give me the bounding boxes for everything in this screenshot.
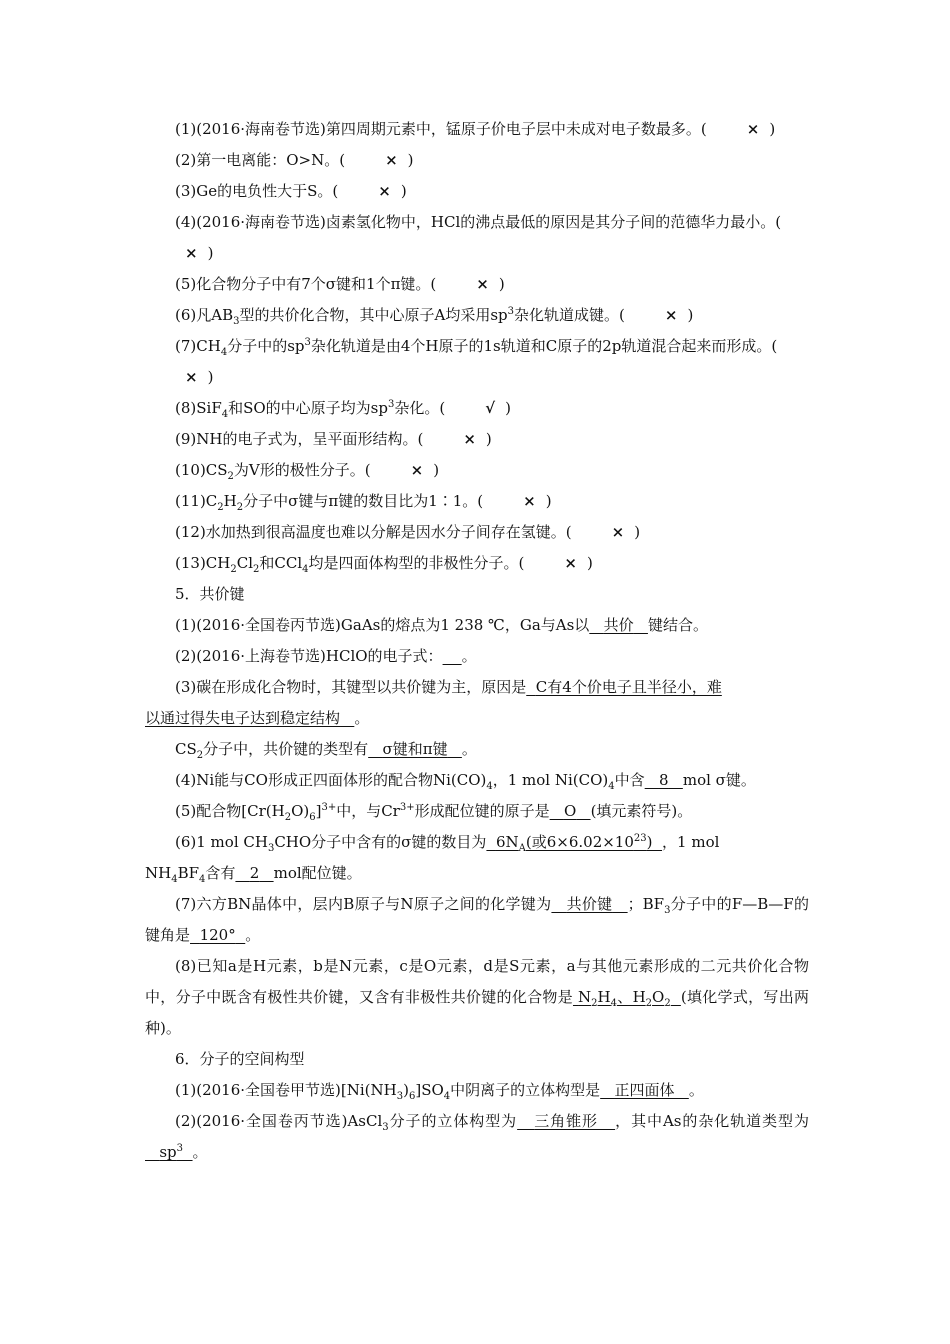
list-item: (6)凡$AB_3$型的共价化合物，其中心原子A均采用$sp^3$杂化轨道成键。( × ): [175, 306, 694, 327]
list-item: (8)已知a是H元素，b是N元素，c是O元素，d是S元素，a与其他元素形成的二元共价化合物中，分子中既含有极性共价键，又含有非极性共价键的化合物是 $N_2H_4$、$H_2O_2$ (填化学式，写出两种)。: [145, 957, 809, 1037]
section-heading: 5．共价键: [175, 585, 245, 603]
list-item: (6)1 mol $CH_3CHO$分子中含有的σ键的数目为 $6N_A$(或$6\times 6.02\times 10^{23}$) ，1 mol $NH_4BF_4$含有 2 mol配位键。: [145, 833, 720, 885]
list-item: (8)SiF$_4$和SO的中心原子均为$sp^3$杂化。( √ ): [175, 399, 511, 420]
list-item: $(13)CH_2Cl_2$和CCl$_4$均是四面体构型的非极性分子。( × ): [175, 554, 593, 575]
section-heading: 6．分子的空间构型: [175, 1050, 305, 1068]
list-item: (1)(2016·全国卷丙节选)GaAs的熔点为1 238 ℃，Ga与As以 共价 键结合。: [175, 616, 708, 634]
list-item: (2)(2016·上海卷节选)HClO的电子式： 。: [175, 647, 477, 665]
list-item: (2)第一电离能：O>N。( × ): [175, 151, 414, 169]
answer-blank: [443, 647, 462, 665]
answer: C有4个价电子且半径小，难: [535, 678, 722, 696]
list-item: (3)Ge的电负性大于S。( × ): [175, 182, 407, 200]
list-item: $(11)C_2H_2$分子中σ键与π键的数目比为1∶1。( × ): [175, 492, 552, 513]
answer: 三角锥形: [534, 1112, 598, 1130]
list-item: (9)NH的电子式为，呈平面形结构。( × ): [175, 430, 492, 448]
list-item: (2)(2016·全国卷丙节选)AsCl$_3$分子的立体构型为 三角锥形 ，其中As的杂化轨道类型为 $sp^3$ 。: [159, 1112, 809, 1161]
list-item: (7)六方BN晶体中，层内B原子与N原子之间的化学键为 共价键 ；$BF_3$分子中的F—B—F的键角是 120° 。: [145, 895, 809, 944]
answer: 8: [658, 771, 669, 789]
answer: 共价: [603, 616, 634, 634]
list-item: (1)(2016·全国卷甲节选)$[Ni(NH_3)_6]SO_4$中阴离子的立体构型是 正四面体 。: [175, 1081, 704, 1102]
answer: 120°: [199, 926, 236, 944]
answer: 2: [249, 864, 260, 882]
list-item: $(10)CS_2$为V形的极性分子。( × ): [175, 461, 440, 482]
answer: σ键和π键: [382, 740, 448, 758]
answer: $N_2H_4$、$H_2O_2$: [578, 988, 671, 1009]
list-item: (4)(2016·海南卷节选)卤素氢化物中，HCl的沸点最低的原因是其分子间的范德华力最小。(× ): [175, 213, 782, 262]
answer: O: [563, 802, 577, 820]
document-page: [145, 114, 809, 1168]
list-item: $CS_2$分子中，共价键的类型有 σ键和π键 。: [175, 740, 477, 761]
list-item: (1)(2016·海南卷节选)第四周期元素中，锰原子价电子层中未成对电子数最多。( × ): [175, 120, 776, 138]
answer: 正四面体: [614, 1081, 675, 1099]
list-item: (3)碳在形成化合物时，其键型以共价键为主，原因是 C有4个价电子且半径小，难 以通过得失电子达到稳定结构 。: [145, 678, 722, 727]
list-item: (5)化合物分子中有7个σ键和1个π键。( × ): [175, 275, 505, 293]
answer: $sp^3$: [159, 1143, 183, 1161]
answer: 共价键: [566, 895, 613, 913]
list-item: (4)Ni能与CO形成正四面体形的配合物$Ni(CO)_4$，1 mol $Ni(CO)_4$中含 8 mol σ键。: [175, 771, 756, 792]
list-item: $(7)CH_4$分子中的$sp^3$杂化轨道是由4个H原子的1s轨道和C原子的2p轨道混合起来而形成。(× ): [175, 337, 778, 386]
list-item: (5)配合物$[Cr(H_2O)_6]^{3+}$中，与$Cr^{3+}$形成配位键的原子是 O (填元素符号)。: [175, 802, 693, 823]
answer: 以通过得失电子达到稳定结构: [145, 709, 341, 727]
list-item: (12)水加热到很高温度也难以分解是因水分子间存在氢键。( × ): [175, 523, 641, 541]
answer: $6N_A$(或$6\times 6.02\times 10^{23}$): [495, 833, 653, 854]
